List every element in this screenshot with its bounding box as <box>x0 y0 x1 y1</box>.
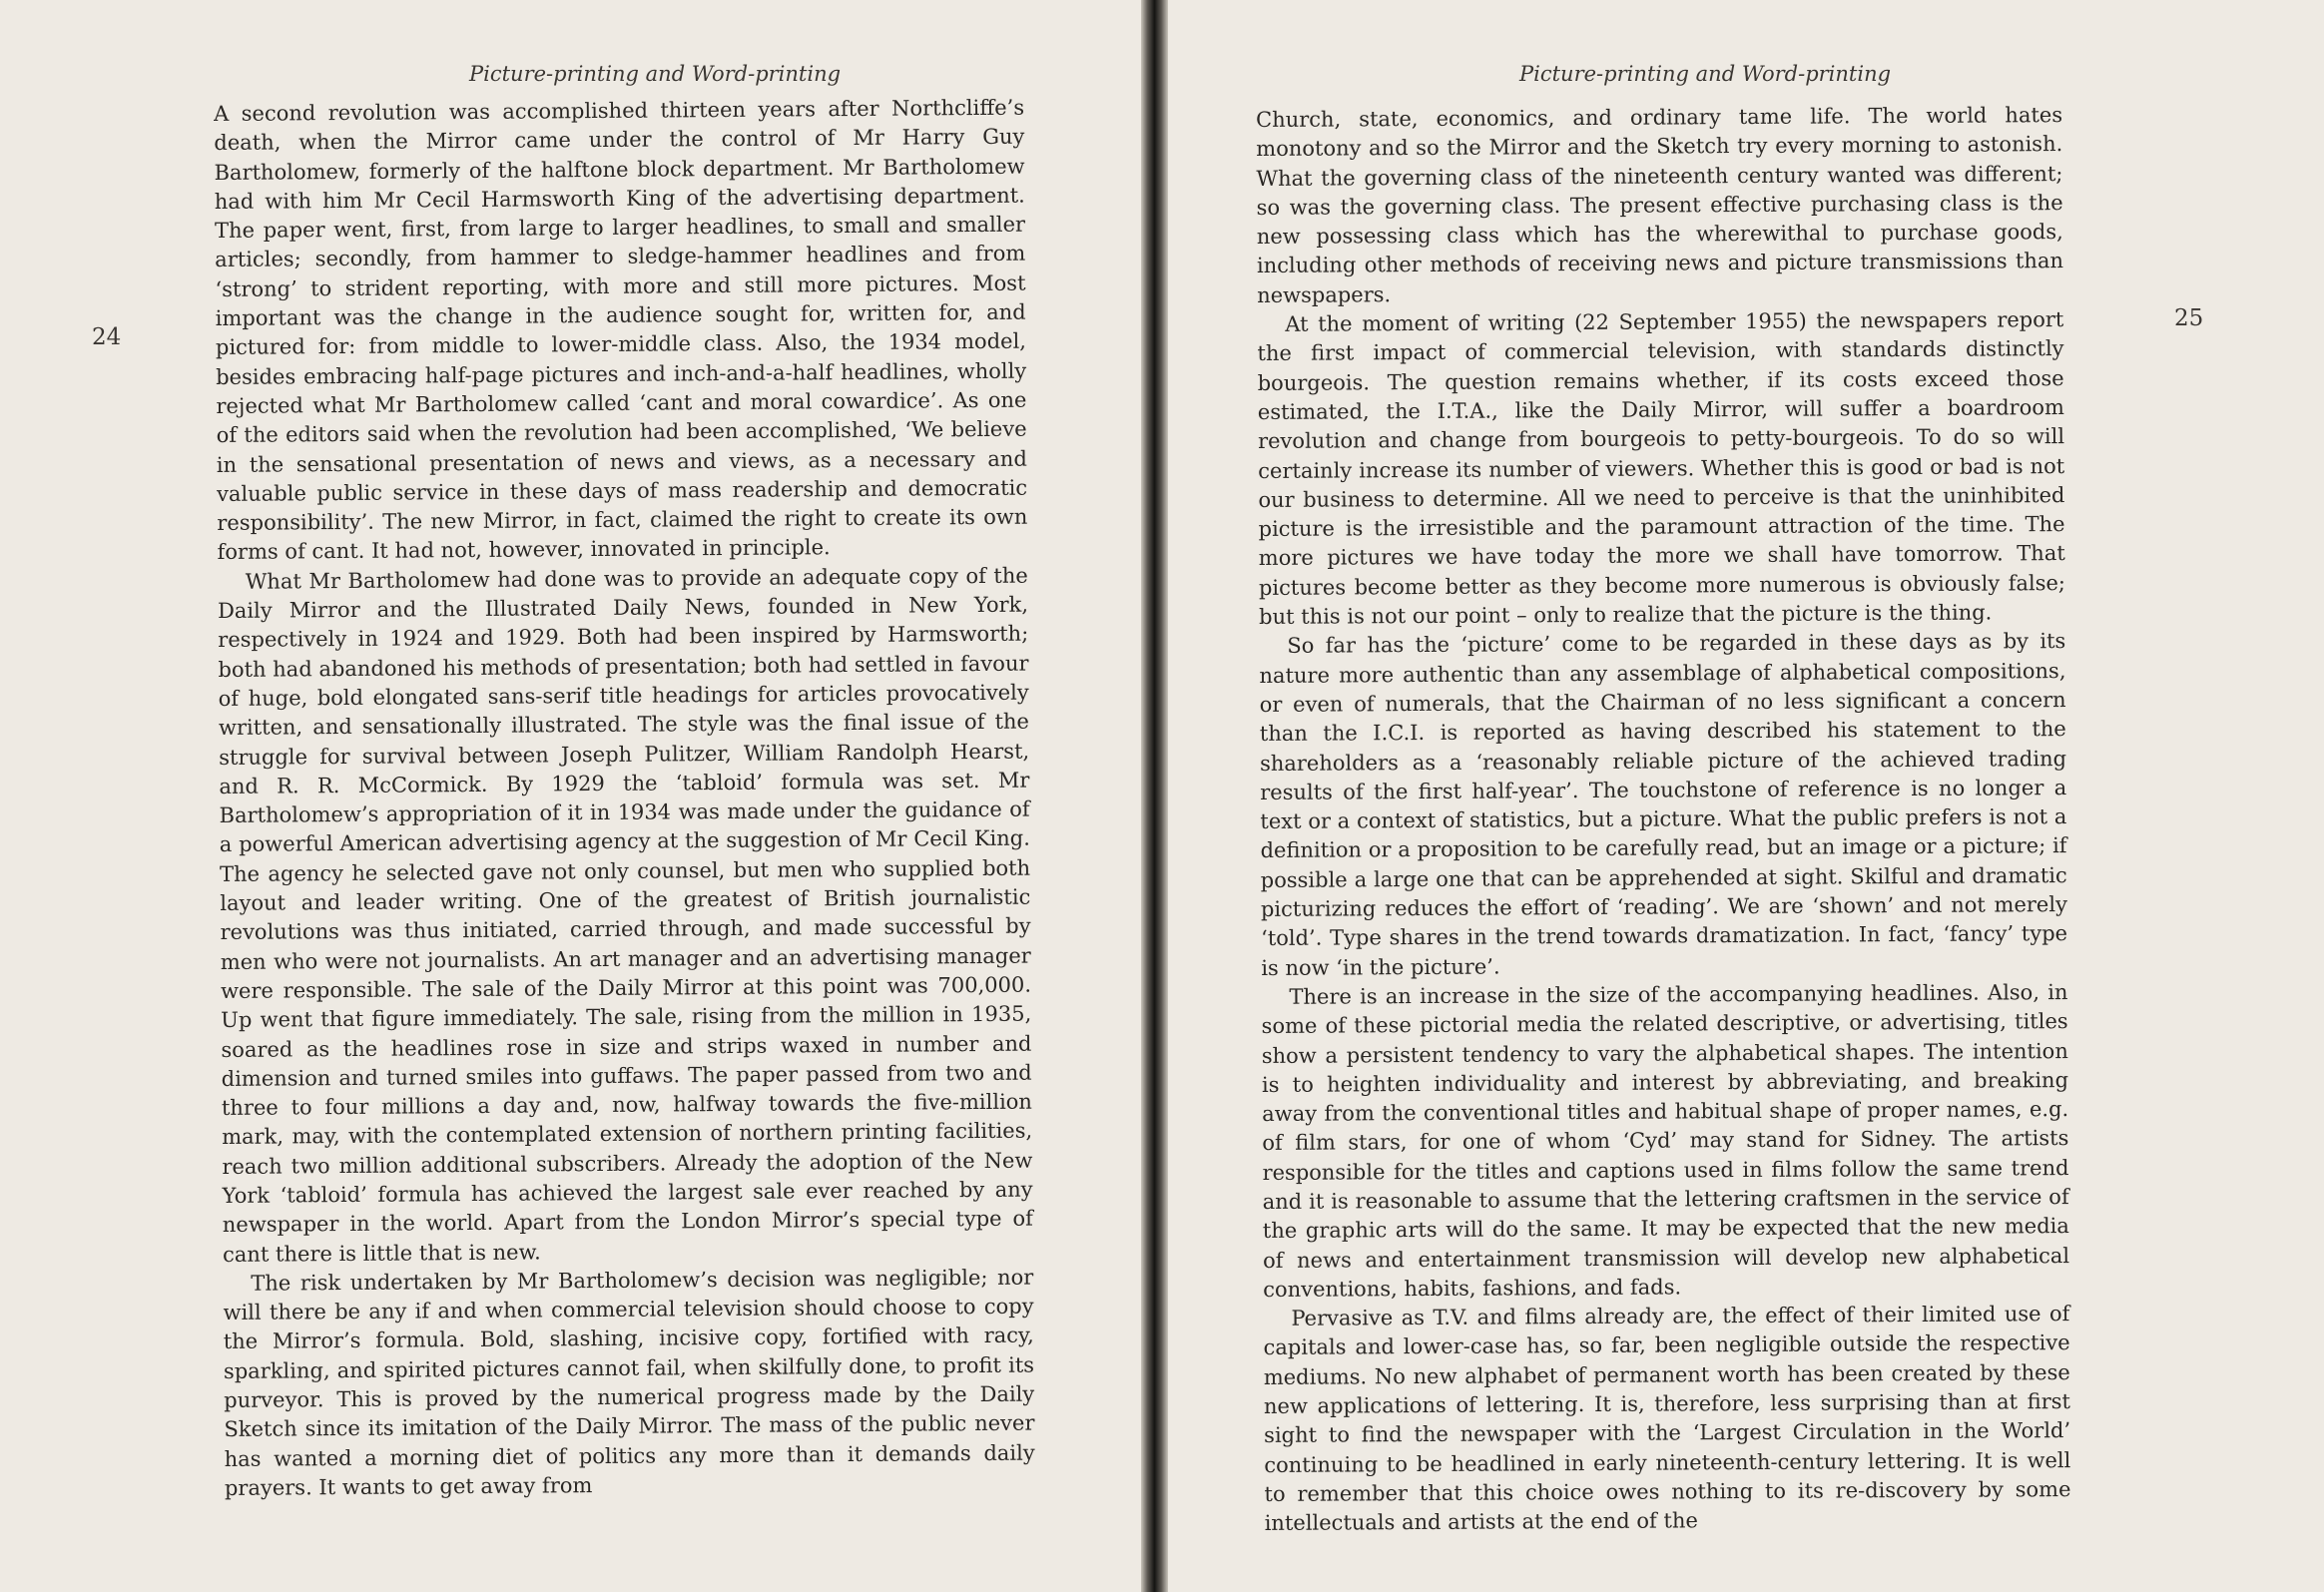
paragraph: At the moment of writing (22 September 1955) the newspapers report the first impact of commercial television, with standards distinctly bourgeois. The question remains whether, if its costs exceed those estimated, the I.T.A., like the Daily Mirror, will suffer a boardroom revolution and change from bourgeois to petty-bourgeois. To do so will certainly increase its number of viewers. Whether this is good or bad is not our business to determine. All we need to perceive is that the uninhibited picture is the irresistible and the paramount attraction of the time. The more pictures we have today the more we shall have tomorrow. That pictures become better as they become more numerous is obviously false; but this is not our point – only to realize that the picture is the thing. <box>1257 307 2066 630</box>
body-text <box>1256 101 2071 1538</box>
page-number: 25 <box>2174 305 2204 331</box>
paragraph: There is an increase in the size of the accompanying headlines. Also, in some of these pictorial media the related descriptive, or advertising, titles show a persistent tendency to vary the alphabetical shapes. The intention is to heighten individuality and interest by abbreviating, and breaking away from the conventional titles and habitual shape of proper names, e.g. of film stars, for one of whom ‘Cyd’ may stand for Sidney. The artists responsible for the titles and captions used in films follow the same trend and it is reasonable to assume that the lettering craftsmen in the service of the graphic arts will do the same. It may be expected that the new media of news and entertainment transmission will develop new alphabetical conventions, habits, fashions, and fads. <box>1261 979 2070 1302</box>
left-page <box>0 0 1141 1592</box>
paragraph: Pervasive as T.V. and films already are, the effect of their limited use of capitals and lower-case has, so far, been negligible outside the respective mediums. No new alphabet of permanent worth has been created by these new applications of lettering. It is, therefore, less surprising than at first sight to find the newspaper with the ‘Largest Circulation in the World’ continuing to be headlined in early nineteenth-century lettering. It is well to remember that this choice owes nothing to its re-discovery by some intellectuals and artists at the end of the <box>1263 1302 2071 1536</box>
body-text <box>214 94 1035 1504</box>
paragraph: So far has the ‘picture’ come to be regarded in these days as by its nature more authentic than any assemblage of alphabetical compositions, or even of numerals, that the Chairman of no less significant a concern than the I.C.I. is reported as having described his statement to the shareholders as a ‘reasonably reliable picture of the achieved trading results of the first half-year’. The touchstone of reference is no longer a text or a context of statistics, but a picture. What the public prefers is not a definition or a proposition to be carefully read, but an image or a picture; if possible a large one that can be apprehended at sight. Skilful and dramatic picturizing reduces the effort of ‘reading’. We are ‘shown’ and not merely ‘told’. Type shares in the trend towards dramatization. In fact, ‘fancy’ type is now ‘in the picture’. <box>1259 629 2068 980</box>
paragraph: Church, state, economics, and ordinary tame life. The world hates monotony and so the Mirror and the Sketch try every morning to astonish. What the governing class of the nineteenth century wanted was different; so was the governing class. The present effective purchasing class is the new possessing class which has the wherewithal to purchase goods, including other methods of receiving news and picture transmissions than newspapers. <box>1256 103 2064 307</box>
book-gutter <box>1141 0 1168 1592</box>
right-page <box>1168 0 2324 1592</box>
running-head: Picture-printing and Word-printing <box>1519 62 1892 86</box>
paragraph: A second revolution was accomplished thirteen years after Northcliffe’s death, when the Mirror came under the control of Mr Harry Guy Bartholomew, formerly of the halftone block department. Mr Bartholomew had with him Mr Cecil Harmsworth King of the advertising department. The paper went, first, from large to larger headlines, to small and smaller articles; secondly, from hammer to sledge-hammer headlines and from ‘strong’ to strident reporting, with more and still more pictures. Most important was the change in the audience sought for, written for, and pictured for: from middle to lower-middle class. Also, the 1934 model, besides embracing half-page pictures and inch-and-a-half headlines, wholly rejected what Mr Bartholomew called ‘cant and moral cowardice’. As one of the editors said when the revolution had been accomplished, ‘We believe in the sensational presentation of news and views, as a necessary and valuable public service in these days of mass readership and democratic responsibility’. The new Mirror, in fact, claimed the right to create its own forms of cant. It had not, however, innovated in principle. <box>214 95 1028 565</box>
paragraph: What Mr Bartholomew had done was to provide an adequate copy of the Daily Mirror and the Illustrated Daily News, founded in New York, respectively in 1924 and 1929. Both had been inspired by Harmsworth; both had abandoned his methods of presentation; both had settled in favour of huge, bold elongated sans-serif title headings for articles provocatively written, and sensationally illustrated. The style was the final issue of the struggle for survival between Joseph Pulitzer, William Randolph Hearst, and R. R. McCormick. By 1929 the ‘tabloid’ formula was set. Mr Bartholomew’s appropriation of it in 1934 was made under the guidance of a powerful American advertising agency at the suggestion of Mr Cecil King. The agency he selected gave not only counsel, but men who supplied both layout and leader writing. One of the greatest of British journalistic revolutions was thus initiated, carried through, and made successful by men who were not journalists. An art manager and an advertising manager were responsible. The sale of the Daily Mirror at this point was 700,000. Up went that figure immediately. The sale, rising from the million in 1935, soared as the headlines rose in size and strips waxed in number and dimension and turned smiles into guffaws. The paper passed from two and three to four millions a day and, now, halfway towards the five-million mark, may, with the contemplated extension of northern printing facilities, reach two million additional subscribers. Already the adoption of the New York ‘tabloid’ formula has achieved the largest sale ever reached by any newspaper in the world. Apart from the London Mirror’s special type of cant there is little that is new. <box>217 563 1033 1267</box>
page-number: 24 <box>92 324 122 350</box>
running-head: Picture-printing and Word-printing <box>469 62 842 86</box>
paragraph: The risk undertaken by Mr Bartholomew’s decision was negligible; nor will there be any if and when commercial television should choose to copy the Mirror’s formula. Bold, slashing, incisive copy, fortified with racy, sparkling, and spirited pictures cannot fail, when skilfully done, to profit its purveyor. This is proved by the numerical progress made by the Daily Sketch since its imitation of the Daily Mirror. The mass of the public never has wanted a morning diet of politics any more than it demands daily prayers. It wants to get away from <box>223 1265 1035 1500</box>
